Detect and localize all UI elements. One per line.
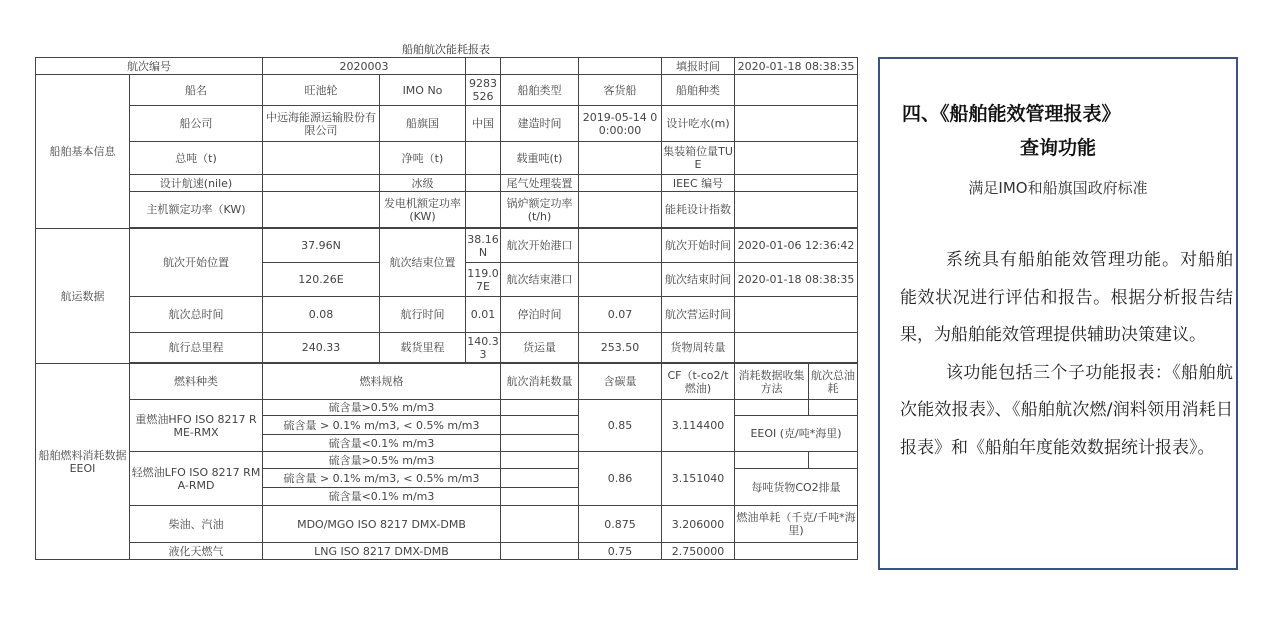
hfo-label: 重燃油HFO ISO 8217 RME-RMX — [130, 400, 263, 452]
draft-label: 设计吃水(m) — [662, 106, 735, 142]
berth-time-value: 0.07 — [579, 297, 662, 333]
fill-time-label: 填报时间 — [662, 58, 735, 75]
consumption-header: 航次消耗数量 — [501, 364, 579, 400]
ice-label: 冰级 — [380, 175, 466, 192]
carbon-header: 含碳量 — [579, 364, 662, 400]
method-header: 消耗数据收集方法 — [735, 364, 809, 400]
diesel-carbon: 0.875 — [579, 506, 662, 543]
lng-spec: LNG ISO 8217 DMX-DMB — [263, 543, 501, 560]
fuel-type-header: 燃料种类 — [130, 364, 263, 400]
lng-carbon: 0.75 — [579, 543, 662, 560]
dwt-label: 载重吨(t) — [501, 142, 579, 175]
generator-label: 发电机额定功率(KW) — [380, 192, 466, 228]
flag-value: 中国 — [466, 106, 501, 142]
table-row — [36, 297, 858, 333]
panel-body — [900, 242, 1233, 467]
end-port-label: 航次结束港口 — [501, 263, 579, 297]
hfo-cf: 3.114400 — [662, 400, 735, 452]
lfo-cf: 3.151040 — [662, 452, 735, 506]
imo-label: IMO No — [380, 75, 466, 106]
para1-rest: 对船舶能效状况进行评估和报告。根据分析报告结果，为船舶能效管理提供辅助决策建议。 — [900, 250, 1233, 345]
end-lon: 119.07E — [466, 263, 501, 297]
build-time-label: 建造时间 — [501, 106, 579, 142]
panel-heading: 四、《船舶能效管理报表》 — [902, 103, 1121, 125]
para2-rest: 《船舶航次能效报表》、《船舶航次燃/润料领用消耗日报表》和《船舶年度能效数据统计报表》。 — [900, 362, 1233, 458]
hfo-sulfur-high: 硫含量>0.5% m/m3 — [263, 400, 501, 416]
ship-type-value: 客货船 — [579, 75, 662, 106]
co2-label: 每吨货物CO2排量 — [735, 469, 858, 506]
voyage-no-label: 航次编号 — [36, 58, 263, 75]
table-row — [36, 142, 858, 175]
ship-name-label: 船名 — [130, 75, 263, 106]
lfo-sulfur-high: 硫含量>0.5% m/m3 — [263, 452, 501, 469]
cargo-dist-value: 140.33 — [467, 334, 499, 361]
cargo-value: 253.50 — [579, 333, 662, 363]
table-row — [36, 543, 858, 560]
start-time-label: 航次开始时间 — [662, 229, 735, 263]
start-time-value: 2020-01-06 12:36:42 — [735, 229, 858, 263]
company-label: 船公司 — [130, 106, 263, 142]
build-time-value: 2019-05-14 00:00:00 — [579, 106, 662, 142]
table-row — [36, 400, 858, 416]
table-row — [36, 175, 858, 192]
hfo-sulfur-low: 硫含量<0.1% m/m3 — [263, 435, 501, 452]
total-time-value: 0.08 — [263, 297, 380, 333]
ship-category-label: 船舶种类 — [662, 75, 735, 106]
panel-heading-line2: 查询功能 — [1019, 137, 1096, 159]
imo-value: 9283526 — [466, 75, 501, 106]
cf-header: CF（t-co2/t燃油) — [662, 364, 735, 400]
cargo-label: 货运量 — [501, 333, 579, 363]
gross-label: 总吨（t) — [130, 142, 263, 175]
boiler-label: 锅炉额定功率(t/h) — [501, 192, 579, 228]
sail-time-label: 航行时间 — [380, 297, 466, 333]
berth-time-label: 停泊时间 — [501, 297, 579, 333]
company-value: 中远海能源运输股份有限公司 — [263, 106, 380, 142]
flag-label: 船旗国 — [380, 106, 466, 142]
table-row — [36, 75, 858, 106]
table-row — [36, 452, 858, 469]
total-dist-value: 240.33 — [263, 333, 380, 363]
op-time-label: 航次营运时间 — [662, 297, 735, 333]
table-row — [36, 364, 858, 400]
teu-label: 集装箱位量TUE — [662, 142, 735, 175]
section-fuel: 船舶燃料消耗数据EEOI — [36, 364, 130, 560]
cargo-dist-label: 载货里程 — [380, 333, 466, 363]
lfo-label: 轻燃油LFO ISO 8217 RMA-RMD — [130, 452, 263, 506]
turnover-label: 货物周转量 — [662, 333, 735, 363]
section-operation: 航运数据 — [36, 229, 130, 364]
total-time-label: 航次总时间 — [130, 297, 263, 333]
start-port-label: 航次开始港口 — [501, 229, 579, 263]
ship-type-label: 船舶类型 — [501, 75, 579, 106]
hfo-carbon: 0.85 — [579, 400, 662, 452]
lfo-sulfur-mid: 硫含量 > 0.1% m/m3, < 0.5% m/m3 — [263, 469, 501, 488]
end-pos-label: 航次结束位置 — [380, 229, 466, 297]
fill-time-value: 2020-01-18 08:38:35 — [735, 58, 858, 75]
speed-label: 设计航速(nile) — [130, 175, 263, 192]
report-title: 船舶航次能耗报表 — [402, 43, 490, 56]
start-lat: 37.96N — [263, 229, 380, 263]
total-dist-label: 航行总里程 — [130, 333, 263, 363]
eedi-label: 能耗设计指数 — [662, 192, 735, 228]
start-pos-label: 航次开始位置 — [130, 229, 263, 297]
engine-power-label: 主机额定功率（KW) — [130, 192, 263, 228]
table-row — [36, 333, 858, 363]
exhaust-label: 尾气处理装置 — [501, 175, 579, 192]
para1-lead: 系统具有船舶能效管理功能。 — [946, 250, 1180, 270]
lfo-carbon: 0.86 — [579, 452, 662, 506]
end-time-value: 2020-01-18 08:38:35 — [735, 263, 858, 297]
end-time-label: 航次结束时间 — [662, 263, 735, 297]
table-row — [36, 229, 858, 263]
panel-subtitle: 满足IMO和船旗国政府标准 — [968, 179, 1148, 197]
table-row — [36, 106, 858, 142]
diesel-label: 柴油、汽油 — [130, 506, 263, 543]
start-lon: 120.26E — [263, 263, 380, 297]
lng-label: 液化天燃气 — [130, 543, 263, 560]
hfo-sulfur-mid: 硫含量 > 0.1% m/m3, < 0.5% m/m3 — [263, 416, 501, 435]
diesel-spec: MDO/MGO ISO 8217 DMX-DMB — [263, 506, 501, 543]
diesel-cf: 3.206000 — [662, 506, 735, 543]
unit-fuel-label: 燃油单耗（千克/千吨*海里) — [735, 506, 858, 543]
ieec-label: IEEC 编号 — [662, 175, 735, 192]
eeoi-label: EEOI (克/吨*海里) — [735, 416, 858, 452]
para2-lead: 该功能包括三个子功能报表： — [946, 362, 1173, 383]
energy-report-table — [35, 57, 858, 560]
net-label: 净吨（t) — [380, 142, 466, 175]
table-row — [36, 192, 858, 228]
fuel-spec-header: 燃料规格 — [263, 364, 501, 400]
feature-panel — [878, 57, 1238, 570]
sail-time-value: 0.01 — [466, 297, 501, 333]
lfo-sulfur-low: 硫含量<0.1% m/m3 — [263, 488, 501, 506]
section-basic-info: 船舶基本信息 — [36, 75, 130, 229]
total-fuel-header: 航次总油耗 — [809, 364, 858, 400]
table-row — [36, 506, 858, 543]
table-row — [36, 58, 858, 75]
end-lat: 38.16N — [466, 229, 501, 263]
ship-name-value: 旺池轮 — [263, 75, 380, 106]
voyage-no-value: 2020003 — [263, 58, 466, 75]
lng-cf: 2.750000 — [662, 543, 735, 560]
